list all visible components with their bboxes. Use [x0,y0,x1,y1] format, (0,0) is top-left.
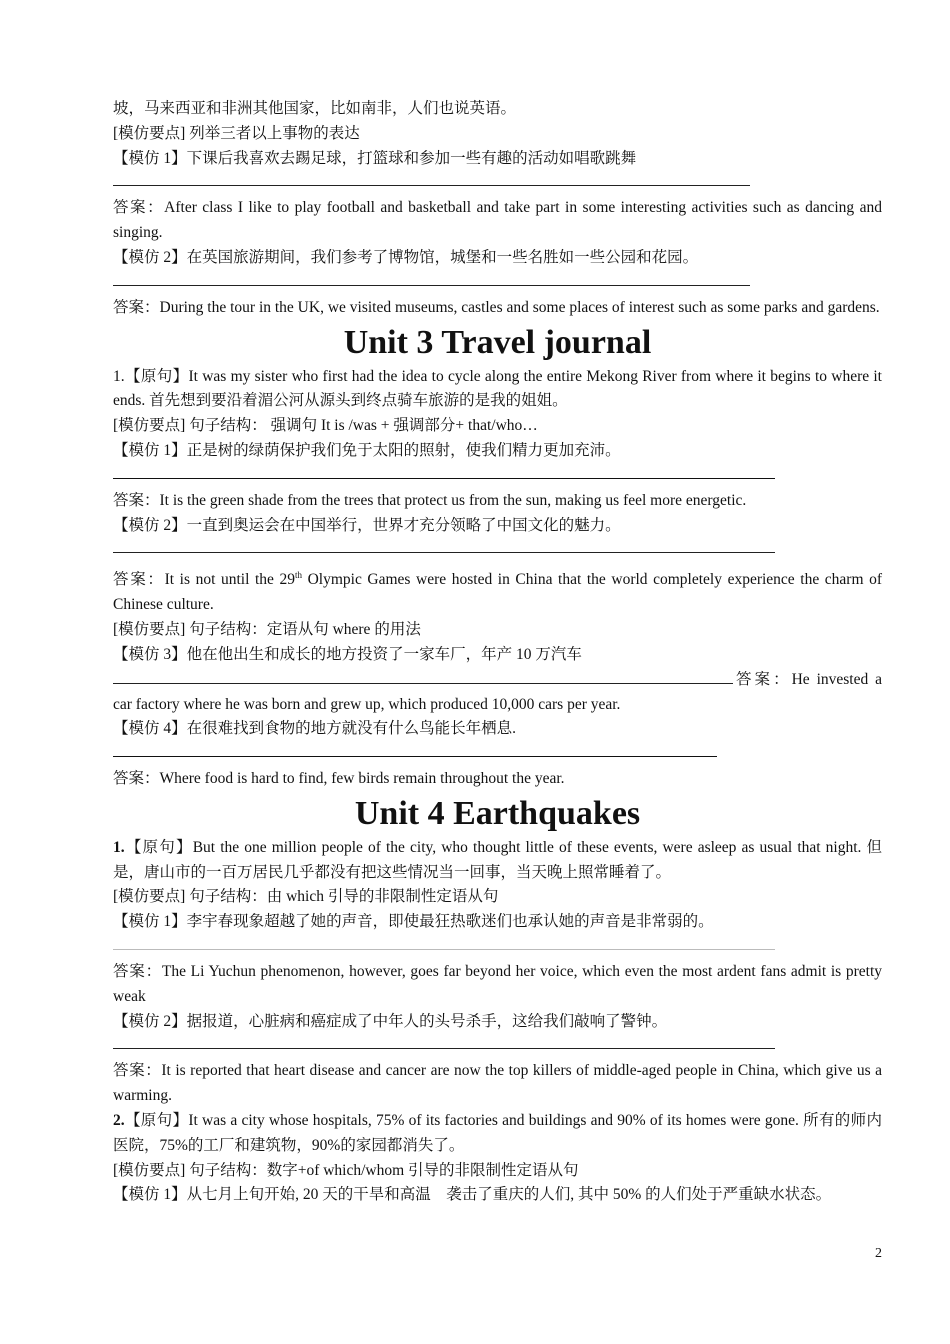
answer-row [113,668,882,718]
imitation-point: [模仿要点] 句子结构：定语从句 where 的用法 [113,621,421,639]
imitation-point: [模仿要点] 列举三者以上事物的表达 [113,124,360,142]
answer-text: 答案：The Li Yuchun phenomenon, however, goes far beyond her voice, which even the most ardent fans admit is pretty weak [113,963,882,1005]
superscript: th [295,570,303,581]
imitation-point: [模仿要点] 句子结构：数字+of which/whom 引导的非限制性定语从句 [113,1161,579,1179]
exercise-prompt: 【模仿 1】李宇春现象超越了她的声音，即使最狂热歌迷们也承认她的声音是非常弱的。 [113,913,714,931]
sentence-number: 1. [113,838,125,856]
answer-text-part: 答案：It is not until the 29 [113,571,295,589]
answer-blank[interactable] [113,464,775,479]
answer-blank[interactable] [113,935,775,950]
unit-4-title: Unit 4 Earthquakes [354,794,641,832]
answer-text: 答案：Where food is hard to find, few birds remain throughout the year. [113,770,565,788]
text-line: 坡，马来西亚和非洲其他国家，比如南非，人们也说英语。 [113,100,517,117]
exercise-prompt: 【模仿 2】在英国旅游期间，我们参考了博物馆，城堡和一些名胜如一些公园和花园。 [113,248,699,266]
answer-blank[interactable] [113,1034,775,1049]
original-sentence: 1.【原句】It was my sister who first had the idea to cycle along the entire Mekong River from where it begins to where it ends. 首先想到要沿着湄公河从源头到终点骑车旅游的是我的姐姐。 [113,367,882,410]
imitation-point: [模仿要点] 句子结构： 强调句 It is /was + 强调部分+ that/who… [113,417,538,435]
original-sentence [113,1109,882,1159]
unit-3-title: Unit 3 Travel journal [343,323,652,361]
answer-text: 答案：He invested a car factory where he was born and grew up, which produced 10,000 cars per year. [113,670,882,713]
sentence-number: 2. [113,1112,125,1130]
original-sentence [113,836,882,886]
answer-text [113,563,882,618]
answer-blank[interactable] [113,271,750,286]
answer-blank[interactable] [113,742,717,757]
answer-blank[interactable] [113,171,750,186]
imitation-point: [模仿要点] 句子结构：由 which 引导的非限制性定语从句 [113,888,499,906]
exercise-prompt: 【模仿 4】在很难找到食物的地方就没有什么鸟能长年栖息. [113,720,517,738]
exercise-prompt: 【模仿 1】从七月上旬开始, 20 天的干旱和高温 袭击了重庆的人们, 其中 50% 的人们处于严重缺水状态。 [113,1186,832,1204]
exercise-prompt: 【模仿 2】据报道，心脏病和癌症成了中年人的头号杀手，这给我们敲响了警钟。 [113,1012,668,1030]
exercise-prompt: 【模仿 3】他在他出生和成长的地方投资了一家车厂，年产 10 万汽车 [113,645,582,663]
page-number: 2 [875,1246,882,1261]
exercise-prompt: 【模仿 2】一直到奥运会在中国举行，世界才充分领略了中国文化的魅力。 [113,516,621,534]
exercise-prompt: 【模仿 1】下课后我喜欢去踢足球，打篮球和参加一些有趣的活动如唱歌跳舞 [113,149,637,167]
answer-blank[interactable] [113,538,775,553]
page-content [113,97,882,1208]
sentence-text: 【原句】But the one million people of the city, who thought little of these events, were asleep as usual that night. 但是，唐山市的一百万居民几乎都没有把这些情况当一回事，当天晚上照常睡着了。 [113,838,882,881]
answer-text: 答案：During the tour in the UK, we visited museums, castles and some places of interest such as some parks and gardens. [113,298,880,316]
sentence-text: 【原句】It was a city whose hospitals, 75% of its factories and buildings and 90% of its homes were gone. 所有的师内医院，75%的工厂和建筑物，90%的家园都消失了。 [113,1112,882,1154]
answer-text-part: Olympic Games were hosted in China that the world completely experience the charm of Chinese culture. [113,571,883,614]
exercise-prompt: 【模仿 1】正是树的绿荫保护我们免于太阳的照射，使我们精力更加充沛。 [113,441,621,459]
answer-text: 答案：After class I like to play football and basketball and take part in some interesting activities such as dancing and singing. [113,199,882,242]
answer-blank[interactable] [113,669,733,684]
answer-text: 答案：It is reported that heart disease and cancer are now the top killers of middle-aged people in China, which give us a warming. [113,1062,882,1105]
answer-text: 答案：It is the green shade from the trees that protect us from the sun, making us feel more energetic. [113,491,747,509]
